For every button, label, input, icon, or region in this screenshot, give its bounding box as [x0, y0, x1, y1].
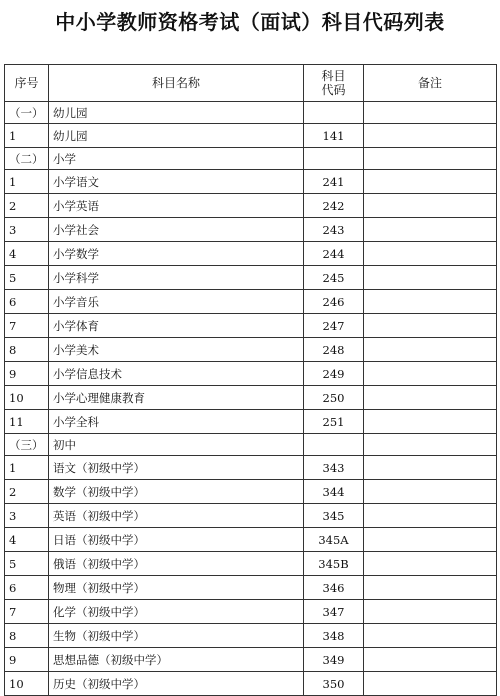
code-cell: 243: [304, 218, 364, 242]
table-row: [5, 362, 497, 386]
subject-cell: 小学科学: [49, 266, 304, 290]
note-cell: [364, 148, 497, 170]
seq-cell: 7: [5, 314, 49, 338]
subject-cell: 化学（初级中学）: [49, 600, 304, 624]
note-cell: [364, 362, 497, 386]
note-cell: [364, 504, 497, 528]
note-cell: [364, 434, 497, 456]
note-cell: [364, 648, 497, 672]
note-cell: [364, 552, 497, 576]
seq-cell: 4: [5, 242, 49, 266]
code-cell: 242: [304, 194, 364, 218]
code-cell: [304, 102, 364, 124]
subject-cell: 小学语文: [49, 170, 304, 194]
table-row: [5, 624, 497, 648]
table-row: [5, 672, 497, 696]
table-row: [5, 576, 497, 600]
subject-cell: 幼儿园: [49, 102, 304, 124]
note-cell: [364, 624, 497, 648]
seq-cell: 10: [5, 386, 49, 410]
table-row: [5, 552, 497, 576]
code-cell: 248: [304, 338, 364, 362]
note-cell: [364, 480, 497, 504]
code-cell: 245: [304, 266, 364, 290]
note-cell: [364, 194, 497, 218]
page-title: 中小学教师资格考试（面试）科目代码列表: [55, 10, 445, 34]
table-row: [5, 242, 497, 266]
subject-cell: 俄语（初级中学）: [49, 552, 304, 576]
subject-cell: 历史（初级中学）: [49, 672, 304, 696]
seq-cell: 9: [5, 648, 49, 672]
table-row: [5, 600, 497, 624]
note-cell: [364, 124, 497, 148]
table-row: [5, 218, 497, 242]
code-cell: 249: [304, 362, 364, 386]
subject-cell: 幼儿园: [49, 124, 304, 148]
seq-cell: 6: [5, 576, 49, 600]
code-cell: 343: [304, 456, 364, 480]
seq-cell: 10: [5, 672, 49, 696]
code-cell: 141: [304, 124, 364, 148]
code-cell: 251: [304, 410, 364, 434]
code-cell: 345B: [304, 552, 364, 576]
seq-cell: 5: [5, 552, 49, 576]
note-cell: [364, 102, 497, 124]
seq-cell: 3: [5, 218, 49, 242]
code-cell: 346: [304, 576, 364, 600]
note-cell: [364, 576, 497, 600]
note-cell: [364, 528, 497, 552]
seq-cell: 9: [5, 362, 49, 386]
code-cell: 349: [304, 648, 364, 672]
seq-cell: 1: [5, 170, 49, 194]
section-row: [5, 434, 497, 456]
subject-cell: 小学音乐: [49, 290, 304, 314]
note-cell: [364, 600, 497, 624]
seq-cell: 2: [5, 194, 49, 218]
subject-cell: 小学社会: [49, 218, 304, 242]
subject-cell: 物理（初级中学）: [49, 576, 304, 600]
table-row: [5, 410, 497, 434]
code-cell: 348: [304, 624, 364, 648]
seq-cell: 1: [5, 124, 49, 148]
code-cell: 345: [304, 504, 364, 528]
header-code-line2: 代码: [321, 83, 346, 97]
seq-cell: 8: [5, 624, 49, 648]
subject-cell: 小学心理健康教育: [49, 386, 304, 410]
subject-cell: 思想品德（初级中学）: [49, 648, 304, 672]
note-cell: [364, 314, 497, 338]
table-row: [5, 290, 497, 314]
seq-cell: 4: [5, 528, 49, 552]
subject-cell: 小学数学: [49, 242, 304, 266]
table-row: [5, 386, 497, 410]
code-cell: 241: [304, 170, 364, 194]
header-subject: 科目名称: [49, 65, 304, 102]
subject-cell: 小学体育: [49, 314, 304, 338]
subject-cell: 初中: [49, 434, 304, 456]
note-cell: [364, 672, 497, 696]
header-note: 备注: [364, 65, 497, 102]
code-cell: [304, 148, 364, 170]
seq-cell: 11: [5, 410, 49, 434]
code-cell: 350: [304, 672, 364, 696]
table-row: [5, 648, 497, 672]
subject-cell: 小学全科: [49, 410, 304, 434]
table-row: [5, 528, 497, 552]
note-cell: [364, 386, 497, 410]
note-cell: [364, 170, 497, 194]
table-row: [5, 480, 497, 504]
table-row: [5, 504, 497, 528]
table-row: [5, 456, 497, 480]
code-cell: 246: [304, 290, 364, 314]
seq-cell: 6: [5, 290, 49, 314]
subject-code-table: [4, 64, 497, 696]
seq-cell: 8: [5, 338, 49, 362]
seq-cell: 5: [5, 266, 49, 290]
seq-cell: 2: [5, 480, 49, 504]
note-cell: [364, 218, 497, 242]
seq-cell: （二）: [5, 148, 49, 170]
header-row: [5, 65, 497, 102]
seq-cell: （一）: [5, 102, 49, 124]
header-code-line1: 科目: [321, 69, 346, 83]
section-row: [5, 148, 497, 170]
table-row: [5, 266, 497, 290]
note-cell: [364, 456, 497, 480]
note-cell: [364, 338, 497, 362]
code-cell: 244: [304, 242, 364, 266]
note-cell: [364, 290, 497, 314]
subject-cell: 小学: [49, 148, 304, 170]
subject-cell: 英语（初级中学）: [49, 504, 304, 528]
code-cell: 250: [304, 386, 364, 410]
table-row: [5, 314, 497, 338]
note-cell: [364, 410, 497, 434]
note-cell: [364, 242, 497, 266]
subject-cell: 小学英语: [49, 194, 304, 218]
table-row: [5, 338, 497, 362]
table-row: [5, 194, 497, 218]
section-row: [5, 102, 497, 124]
subject-cell: 语文（初级中学）: [49, 456, 304, 480]
seq-cell: 1: [5, 456, 49, 480]
note-cell: [364, 266, 497, 290]
code-cell: 247: [304, 314, 364, 338]
subject-cell: 数学（初级中学）: [49, 480, 304, 504]
header-code: [304, 65, 364, 102]
code-cell: 347: [304, 600, 364, 624]
code-cell: 344: [304, 480, 364, 504]
table-row: [5, 124, 497, 148]
seq-cell: 3: [5, 504, 49, 528]
subject-cell: 小学信息技术: [49, 362, 304, 386]
code-cell: [304, 434, 364, 456]
code-cell: 345A: [304, 528, 364, 552]
table-row: [5, 170, 497, 194]
subject-cell: 小学美术: [49, 338, 304, 362]
seq-cell: 7: [5, 600, 49, 624]
seq-cell: （三）: [5, 434, 49, 456]
header-seq: 序号: [5, 65, 49, 102]
subject-cell: 生物（初级中学）: [49, 624, 304, 648]
subject-cell: 日语（初级中学）: [49, 528, 304, 552]
